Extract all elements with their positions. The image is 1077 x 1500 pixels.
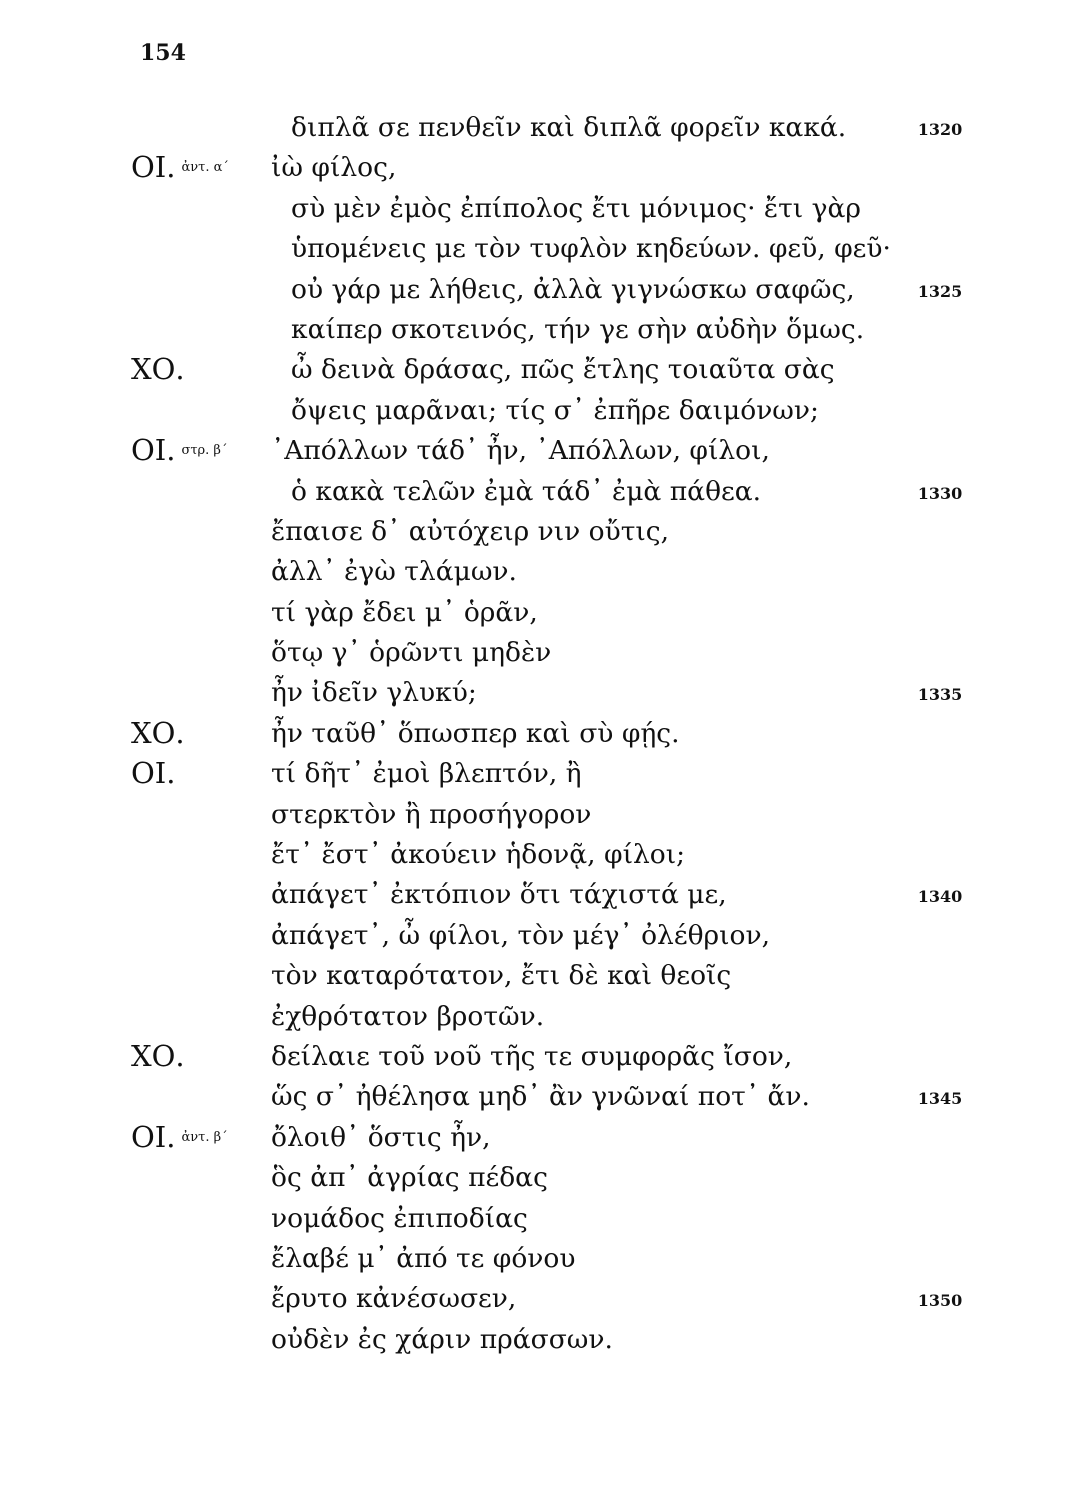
speaker-label bbox=[131, 1039, 185, 1073]
verse-text: ἔλαβέ μ᾽ ἀπό τε φόνου bbox=[271, 1242, 576, 1274]
verse-text: καίπερ σκοτεινός, τήν γε σὴν αὐδὴν ὅμως. bbox=[291, 313, 865, 345]
verse-text: ἰὼ φίλος, bbox=[271, 152, 397, 184]
line-number: 1325 bbox=[917, 281, 963, 301]
verse-text: τί δῆτ᾽ ἐμοὶ βλεπτόν, ἢ bbox=[271, 758, 582, 790]
verse-line bbox=[0, 593, 1077, 633]
page-number: 154 bbox=[140, 40, 186, 66]
verse-text: σὺ μὲν ἐμὸς ἐπίπολος ἔτι μόνιμος· ἔτι γὰρ bbox=[291, 192, 861, 224]
verse-line bbox=[0, 835, 1077, 875]
meter-label: στρ. β´ bbox=[181, 443, 228, 459]
line-number: 1340 bbox=[917, 887, 963, 907]
verse-text: ὦ δεινὰ δράσας, πῶς ἔτλης τοιαῦτα σὰς bbox=[291, 354, 835, 386]
verse-text: ᾽Απόλλων τάδ᾽ ἦν, ᾽Απόλλων, φίλοι, bbox=[271, 435, 770, 467]
speaker-name: ΟΙ. bbox=[131, 433, 176, 468]
verse-text: ὑπομένεις με τὸν τυφλὸν κηδεύων. φεῦ, φεῦ· bbox=[291, 233, 891, 265]
verse-text: ὥς σ᾽ ἠθέλησα μηδ᾽ ἂν γνῶναί ποτ᾽ ἄν. bbox=[271, 1081, 810, 1113]
line-number: 1330 bbox=[917, 483, 963, 503]
verse-line bbox=[0, 714, 1077, 754]
speaker-name: ΧΟ. bbox=[131, 1038, 185, 1073]
verse-line bbox=[0, 472, 1077, 512]
line-number: 1345 bbox=[917, 1089, 963, 1109]
verse-text: δείλαιε τοῦ νοῦ τῆς τε συμφορᾶς ἴσον, bbox=[271, 1040, 793, 1072]
verse-line bbox=[0, 552, 1077, 592]
verse-line bbox=[0, 673, 1077, 713]
speaker-label bbox=[131, 352, 185, 386]
meter-label: ἀντ. β´ bbox=[181, 1129, 228, 1145]
speaker-label bbox=[131, 716, 185, 750]
verse-text: οὐ γάρ με λήθεις, ἀλλὰ γιγνώσκω σαφῶς, bbox=[291, 273, 855, 305]
verse-line bbox=[0, 189, 1077, 229]
verse-line bbox=[0, 512, 1077, 552]
verse-text: ἦν ἰδεῖν γλυκύ; bbox=[271, 677, 477, 709]
verse-line bbox=[0, 633, 1077, 673]
line-number: 1350 bbox=[917, 1291, 963, 1311]
verse-text: οὐδὲν ἐς χάριν πράσσων. bbox=[271, 1323, 613, 1355]
verse-text: ὄψεις μαρᾶναι; τίς σ᾽ ἐπῆρε δαιμόνων; bbox=[291, 394, 819, 426]
line-number: 1335 bbox=[917, 685, 963, 705]
verse-line bbox=[0, 1279, 1077, 1319]
verse-line bbox=[0, 1199, 1077, 1239]
verse-line bbox=[0, 997, 1077, 1037]
verse-text: στερκτὸν ἢ προσήγορον bbox=[271, 798, 592, 830]
verse-line bbox=[0, 148, 1077, 188]
verse-line bbox=[0, 1239, 1077, 1279]
verse-text: ὁ κακὰ τελῶν ἐμὰ τάδ᾽ ἐμὰ πάθεα. bbox=[291, 475, 762, 507]
verse-line bbox=[0, 431, 1077, 471]
verse-text: ἦν ταῦθ᾽ ὅπωσπερ καὶ σὺ φῄς. bbox=[271, 717, 680, 749]
verse-text: ἀλλ᾽ ἐγὼ τλάμων. bbox=[271, 556, 517, 588]
verse-line bbox=[0, 108, 1077, 148]
verse-line bbox=[0, 1118, 1077, 1158]
verse-line bbox=[0, 391, 1077, 431]
speaker-name: ΟΙ. bbox=[131, 150, 176, 185]
speaker-name: ΟΙ. bbox=[131, 756, 176, 791]
verse-line bbox=[0, 350, 1077, 390]
verse-line bbox=[0, 310, 1077, 350]
verse-text: ὃς ἀπ᾽ ἀγρίας πέδας bbox=[271, 1162, 548, 1194]
verse-line bbox=[0, 1158, 1077, 1198]
verse-text: ἀπάγετ᾽, ὦ φίλοι, τὸν μέγ᾽ ὀλέθριον, bbox=[271, 919, 770, 951]
verse-text: νομάδος ἐπιποδίας bbox=[271, 1202, 528, 1234]
speaker-name: ΟΙ. bbox=[131, 1119, 176, 1154]
verse-block bbox=[0, 108, 1077, 1360]
verse-text: ὄλοιθ᾽ ὅστις ἦν, bbox=[271, 1121, 491, 1153]
verse-text: ἀπάγετ᾽ ἐκτόπιον ὅτι τάχιστά με, bbox=[271, 879, 727, 911]
verse-line bbox=[0, 1320, 1077, 1360]
verse-line bbox=[0, 1037, 1077, 1077]
verse-line bbox=[0, 956, 1077, 996]
meter-label: ἀντ. α´ bbox=[181, 160, 229, 176]
verse-text: ὅτῳ γ᾽ ὁρῶντι μηδὲν bbox=[271, 637, 552, 669]
line-number: 1320 bbox=[917, 120, 963, 139]
verse-text: διπλᾶ σε πενθεῖν καὶ διπλᾶ φορεῖν κακά. bbox=[291, 112, 847, 143]
verse-text: ἔτ᾽ ἔστ᾽ ἀκούειν ἡδονᾷ, φίλοι; bbox=[271, 839, 686, 871]
verse-text: τὸν καταρότατον, ἔτι δὲ καὶ θεοῖς bbox=[271, 960, 732, 992]
verse-line bbox=[0, 795, 1077, 835]
verse-text: ἐχθρότατον βροτῶν. bbox=[271, 1000, 545, 1032]
verse-line bbox=[0, 754, 1077, 794]
speaker-name: ΧΟ. bbox=[131, 352, 185, 387]
verse-line bbox=[0, 229, 1077, 269]
verse-line bbox=[0, 875, 1077, 915]
speaker-label bbox=[131, 433, 227, 467]
verse-line bbox=[0, 1077, 1077, 1117]
speaker-name: ΧΟ. bbox=[131, 715, 185, 750]
verse-text: τί γὰρ ἔδει μ᾽ ὁρᾶν, bbox=[271, 596, 538, 628]
verse-line bbox=[0, 916, 1077, 956]
speaker-label bbox=[131, 756, 175, 790]
speaker-label bbox=[131, 1120, 228, 1154]
verse-text: ἔπαισε δ᾽ αὐτόχειρ νιν οὔτις, bbox=[271, 515, 670, 547]
verse-text: ἔρυτο κἀνέσωσεν, bbox=[271, 1283, 517, 1315]
verse-line bbox=[0, 270, 1077, 310]
speaker-label bbox=[131, 150, 229, 184]
